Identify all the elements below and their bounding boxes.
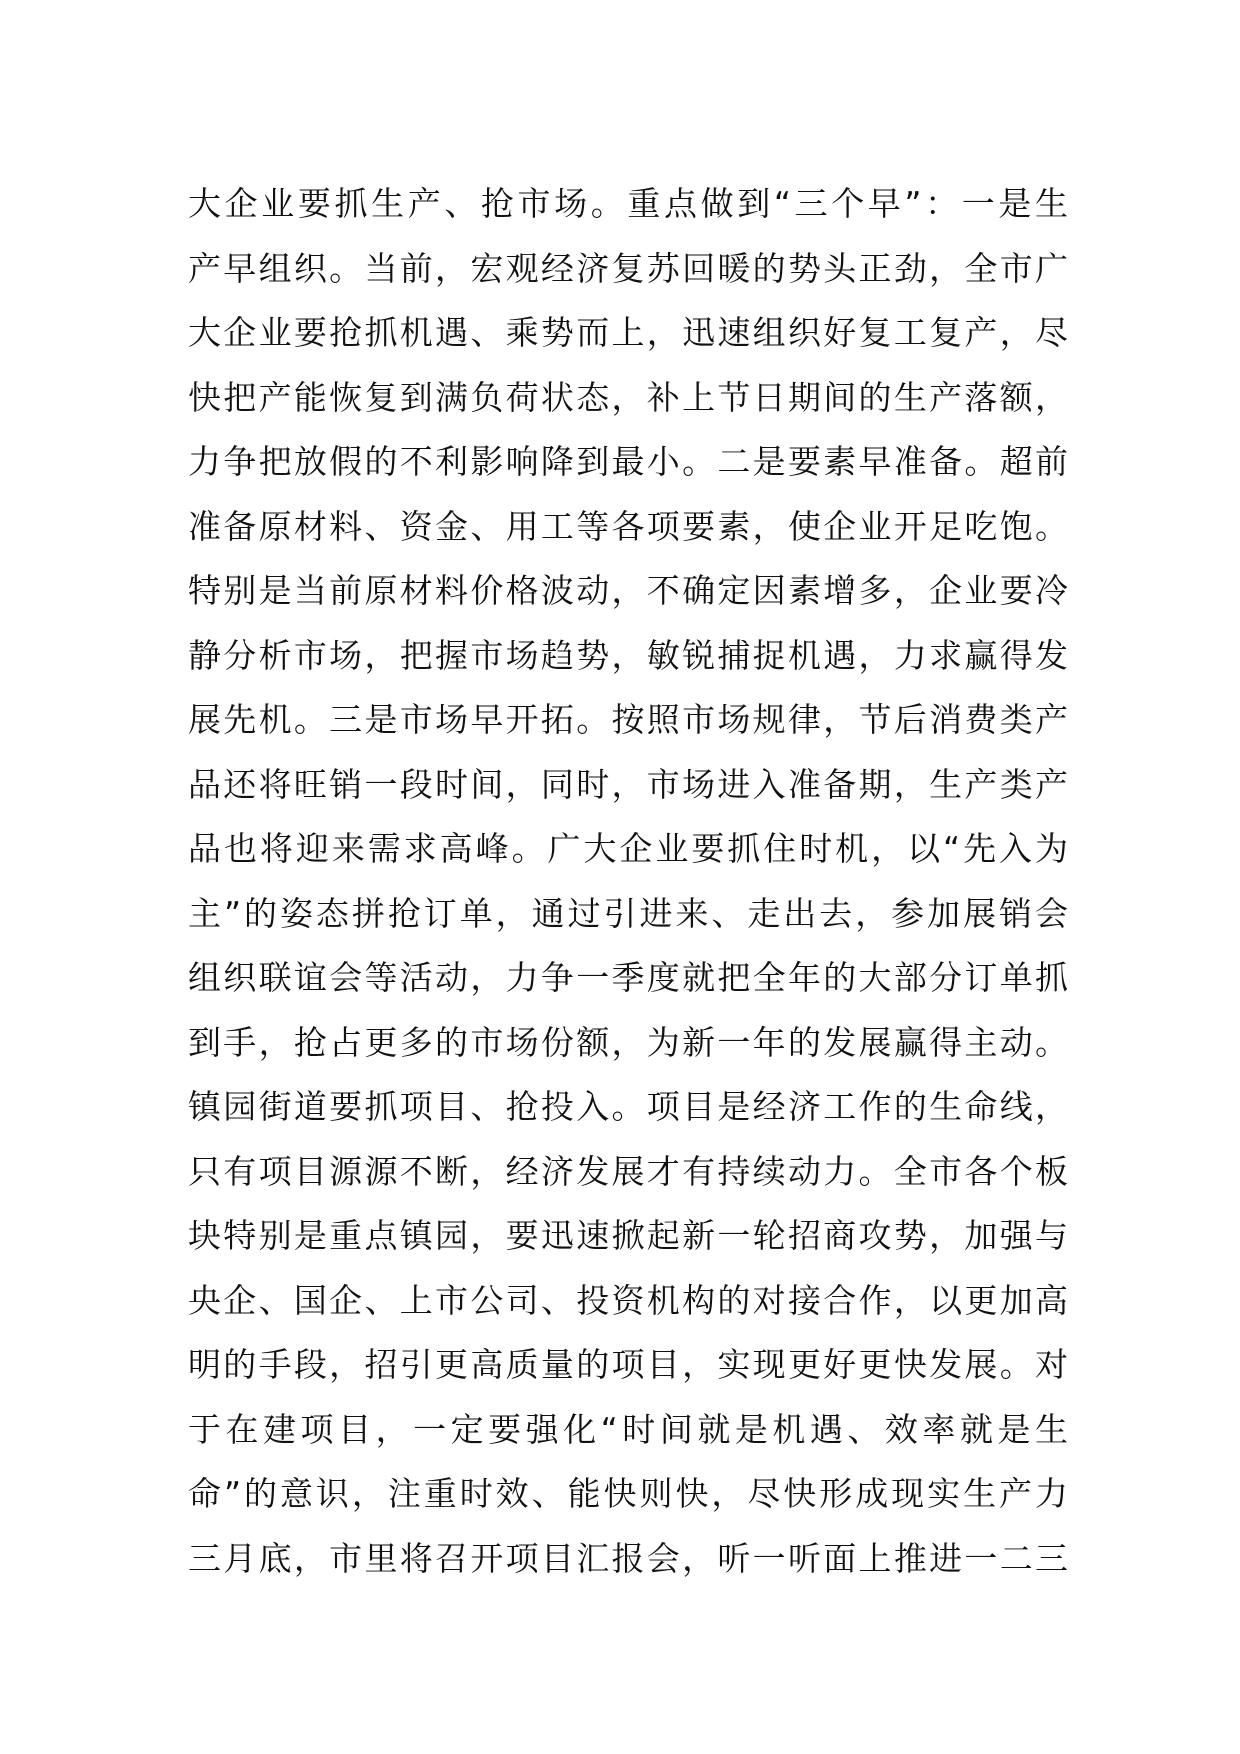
text-line: 到手，抢占更多的市场份额，为新一年的发展赢得主动。 <box>188 1022 1068 1062</box>
text-line: 展先机。三是市场早开拓。按照市场规律，节后消费类产 <box>188 700 1068 739</box>
text-line: 主”的姿态拼抢订单，通过引进来、走出去，参加展销会 <box>188 893 1068 933</box>
text-line: 产早组织。当前，宏观经济复苏回暖的势头正劲，全市广 <box>188 248 1068 288</box>
text-line: 静分析市场，把握市场趋势，敏锐捕捉机遇，力求赢得发 <box>188 635 1068 675</box>
text-line: 快把产能恢复到满负荷状态，补上节日期间的生产落额， <box>188 377 1068 417</box>
text-line: 央企、国企、上市公司、投资机构的对接合作，以更加高 <box>188 1280 1068 1320</box>
text-line: 大企业要抓生产、抢市场。重点做到“三个早”：一是生 <box>188 184 1068 223</box>
body-text <box>188 172 1068 1591</box>
text-line: 镇园街道要抓项目、抢投入。项目是经济工作的生命线， <box>188 1087 1068 1126</box>
text-line: 力争把放假的不利影响降到最小。二是要素早准备。超前 <box>188 442 1068 481</box>
text-line: 明的手段，招引更高质量的项目，实现更好更快发展。对 <box>188 1345 1068 1384</box>
text-line: 于在建项目，一定要强化“时间就是机遇、效率就是生 <box>188 1409 1068 1449</box>
text-line: 块特别是重点镇园，要迅速掀起新一轮招商攻势，加强与 <box>188 1216 1068 1255</box>
text-line: 准备原材料、资金、用工等各项要素，使企业开足吃饱。 <box>188 506 1068 546</box>
text-line: 组织联谊会等活动，力争一季度就把全年的大部分订单抓 <box>188 958 1068 997</box>
text-line: 命”的意识，注重时效、能快则快，尽快形成现实生产力 <box>188 1474 1068 1513</box>
text-line: 品也将迎来需求高峰。广大企业要抓住时机，以“先入为 <box>188 829 1068 868</box>
text-line: 三月底，市里将召开项目汇报会，听一听面上推进一二三 <box>188 1538 1068 1578</box>
text-line: 只有项目源源不断，经济发展才有持续动力。全市各个板 <box>188 1151 1068 1191</box>
text-line: 大企业要抢抓机遇、乘势而上，迅速组织好复工复产，尽 <box>188 313 1068 352</box>
text-line: 品还将旺销一段时间，同时，市场进入准备期，生产类产 <box>188 764 1068 804</box>
text-line: 特别是当前原材料价格波动，不确定因素增多，企业要冷 <box>188 571 1068 610</box>
